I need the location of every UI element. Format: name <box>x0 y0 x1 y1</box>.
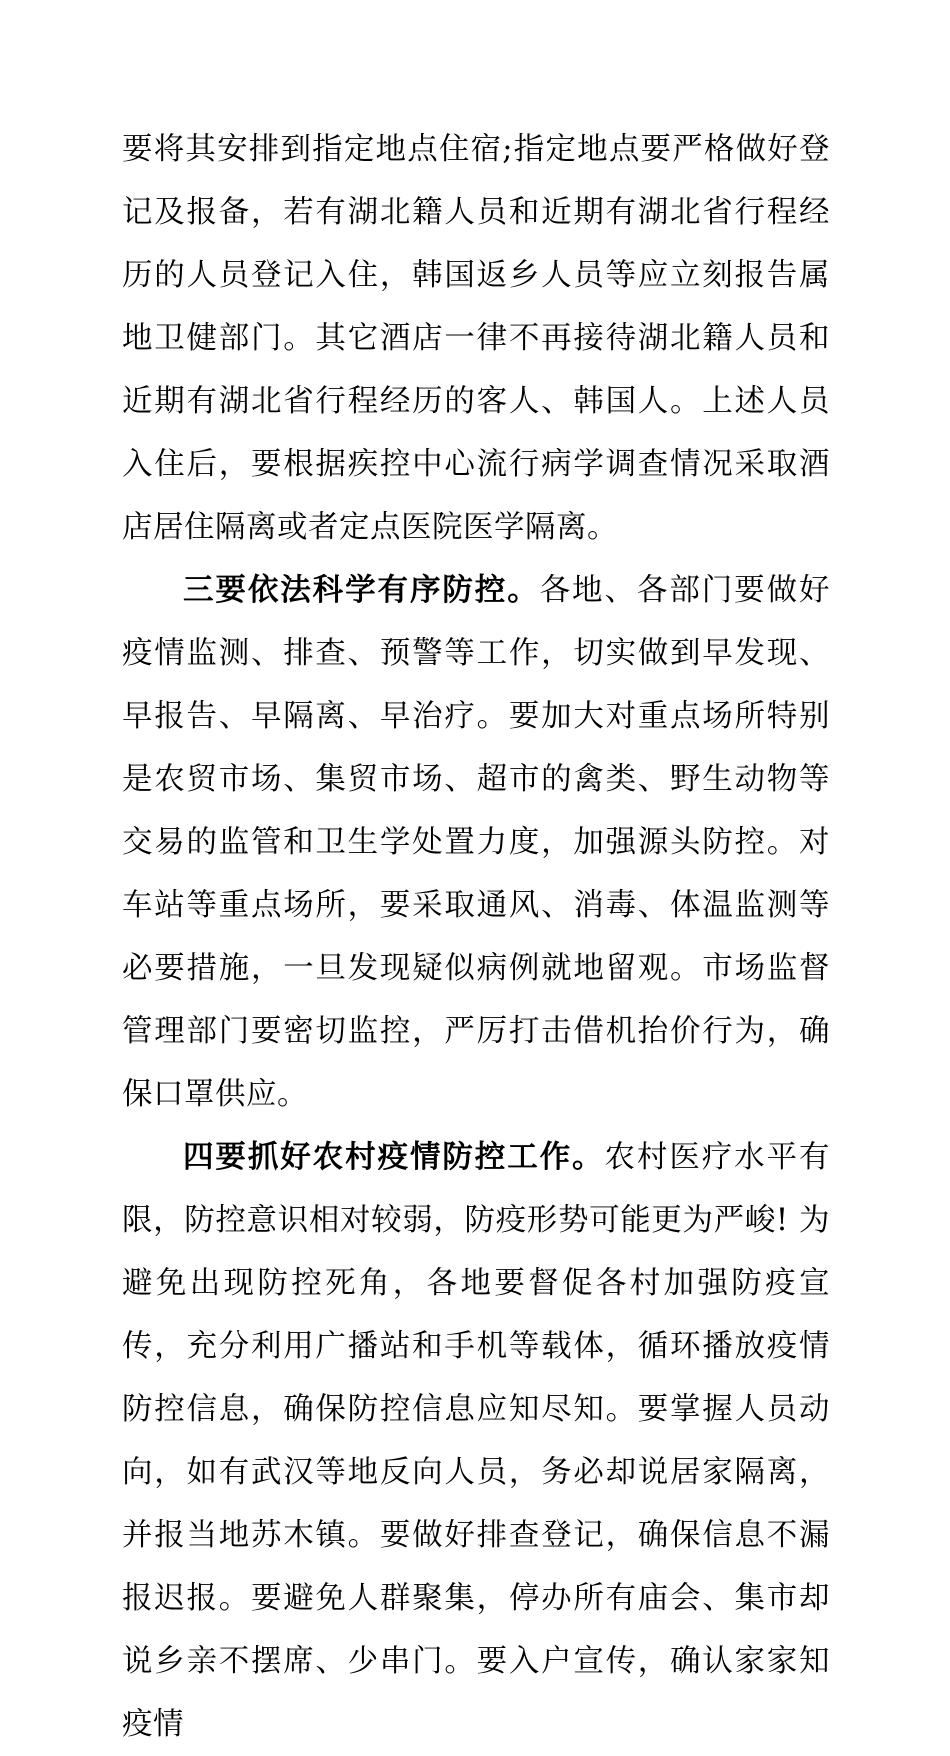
paragraph-3 <box>122 1126 830 1756</box>
document-body <box>122 118 830 1756</box>
paragraph-1 <box>122 118 830 559</box>
paragraph-3-lead: 四要抓好农村疫情防控工作。 <box>183 1140 605 1175</box>
paragraph-2-lead: 三要依法科学有序防控。 <box>183 573 540 608</box>
paragraph-2 <box>122 559 830 1126</box>
paragraph-2-text: 各地、各部门要做好疫情监测、排查、预警等工作，切实做到早发现、早报告、早隔离、早治疗。要加大对重点场所特别是农贸市场、集贸市场、超市的禽类、野生动物等交易的监管和卫生学处置力度，加强源头防控。对车站等重点场所，要采取通风、消毒、体温监测等必要措施，一旦发现疑似病例就地留观。市场监督管理部门要密切监控，严厉打击借机抬价行为，确保口罩供应。 <box>122 573 831 1112</box>
paragraph-3-text: 农村医疗水平有限，防控意识相对较弱，防疫形势可能更为严峻! 为避免出现防控死角，各地要督促各村加强防疫宣传，充分利用广播站和手机等载体，循环播放疫情防控信息，确保防控信息应知尽知。要掌握人员动向，如有武汉等地反向人员，务必却说居家隔离，并报当地苏木镇。要做好排查登记，确保信息不漏报迟报。要避免人群聚集，停办所有庙会、集市却说乡亲不摆席、少串门。要入户宣传，确认家家知疫情 <box>122 1140 831 1742</box>
paragraph-1-text: 要将其安排到指定地点住宿;指定地点要严格做好登记及报备，若有湖北籍人员和近期有湖北省行程经历的人员登记入住，韩国返乡人员等应立刻报告属地卫健部门。其它酒店一律不再接待湖北籍人员和近期有湖北省行程经历的客人、韩国人。上述人员入住后，要根据疾控中心流行病学调查情况采取酒店居住隔离或者定点医院医学隔离。 <box>122 132 830 545</box>
